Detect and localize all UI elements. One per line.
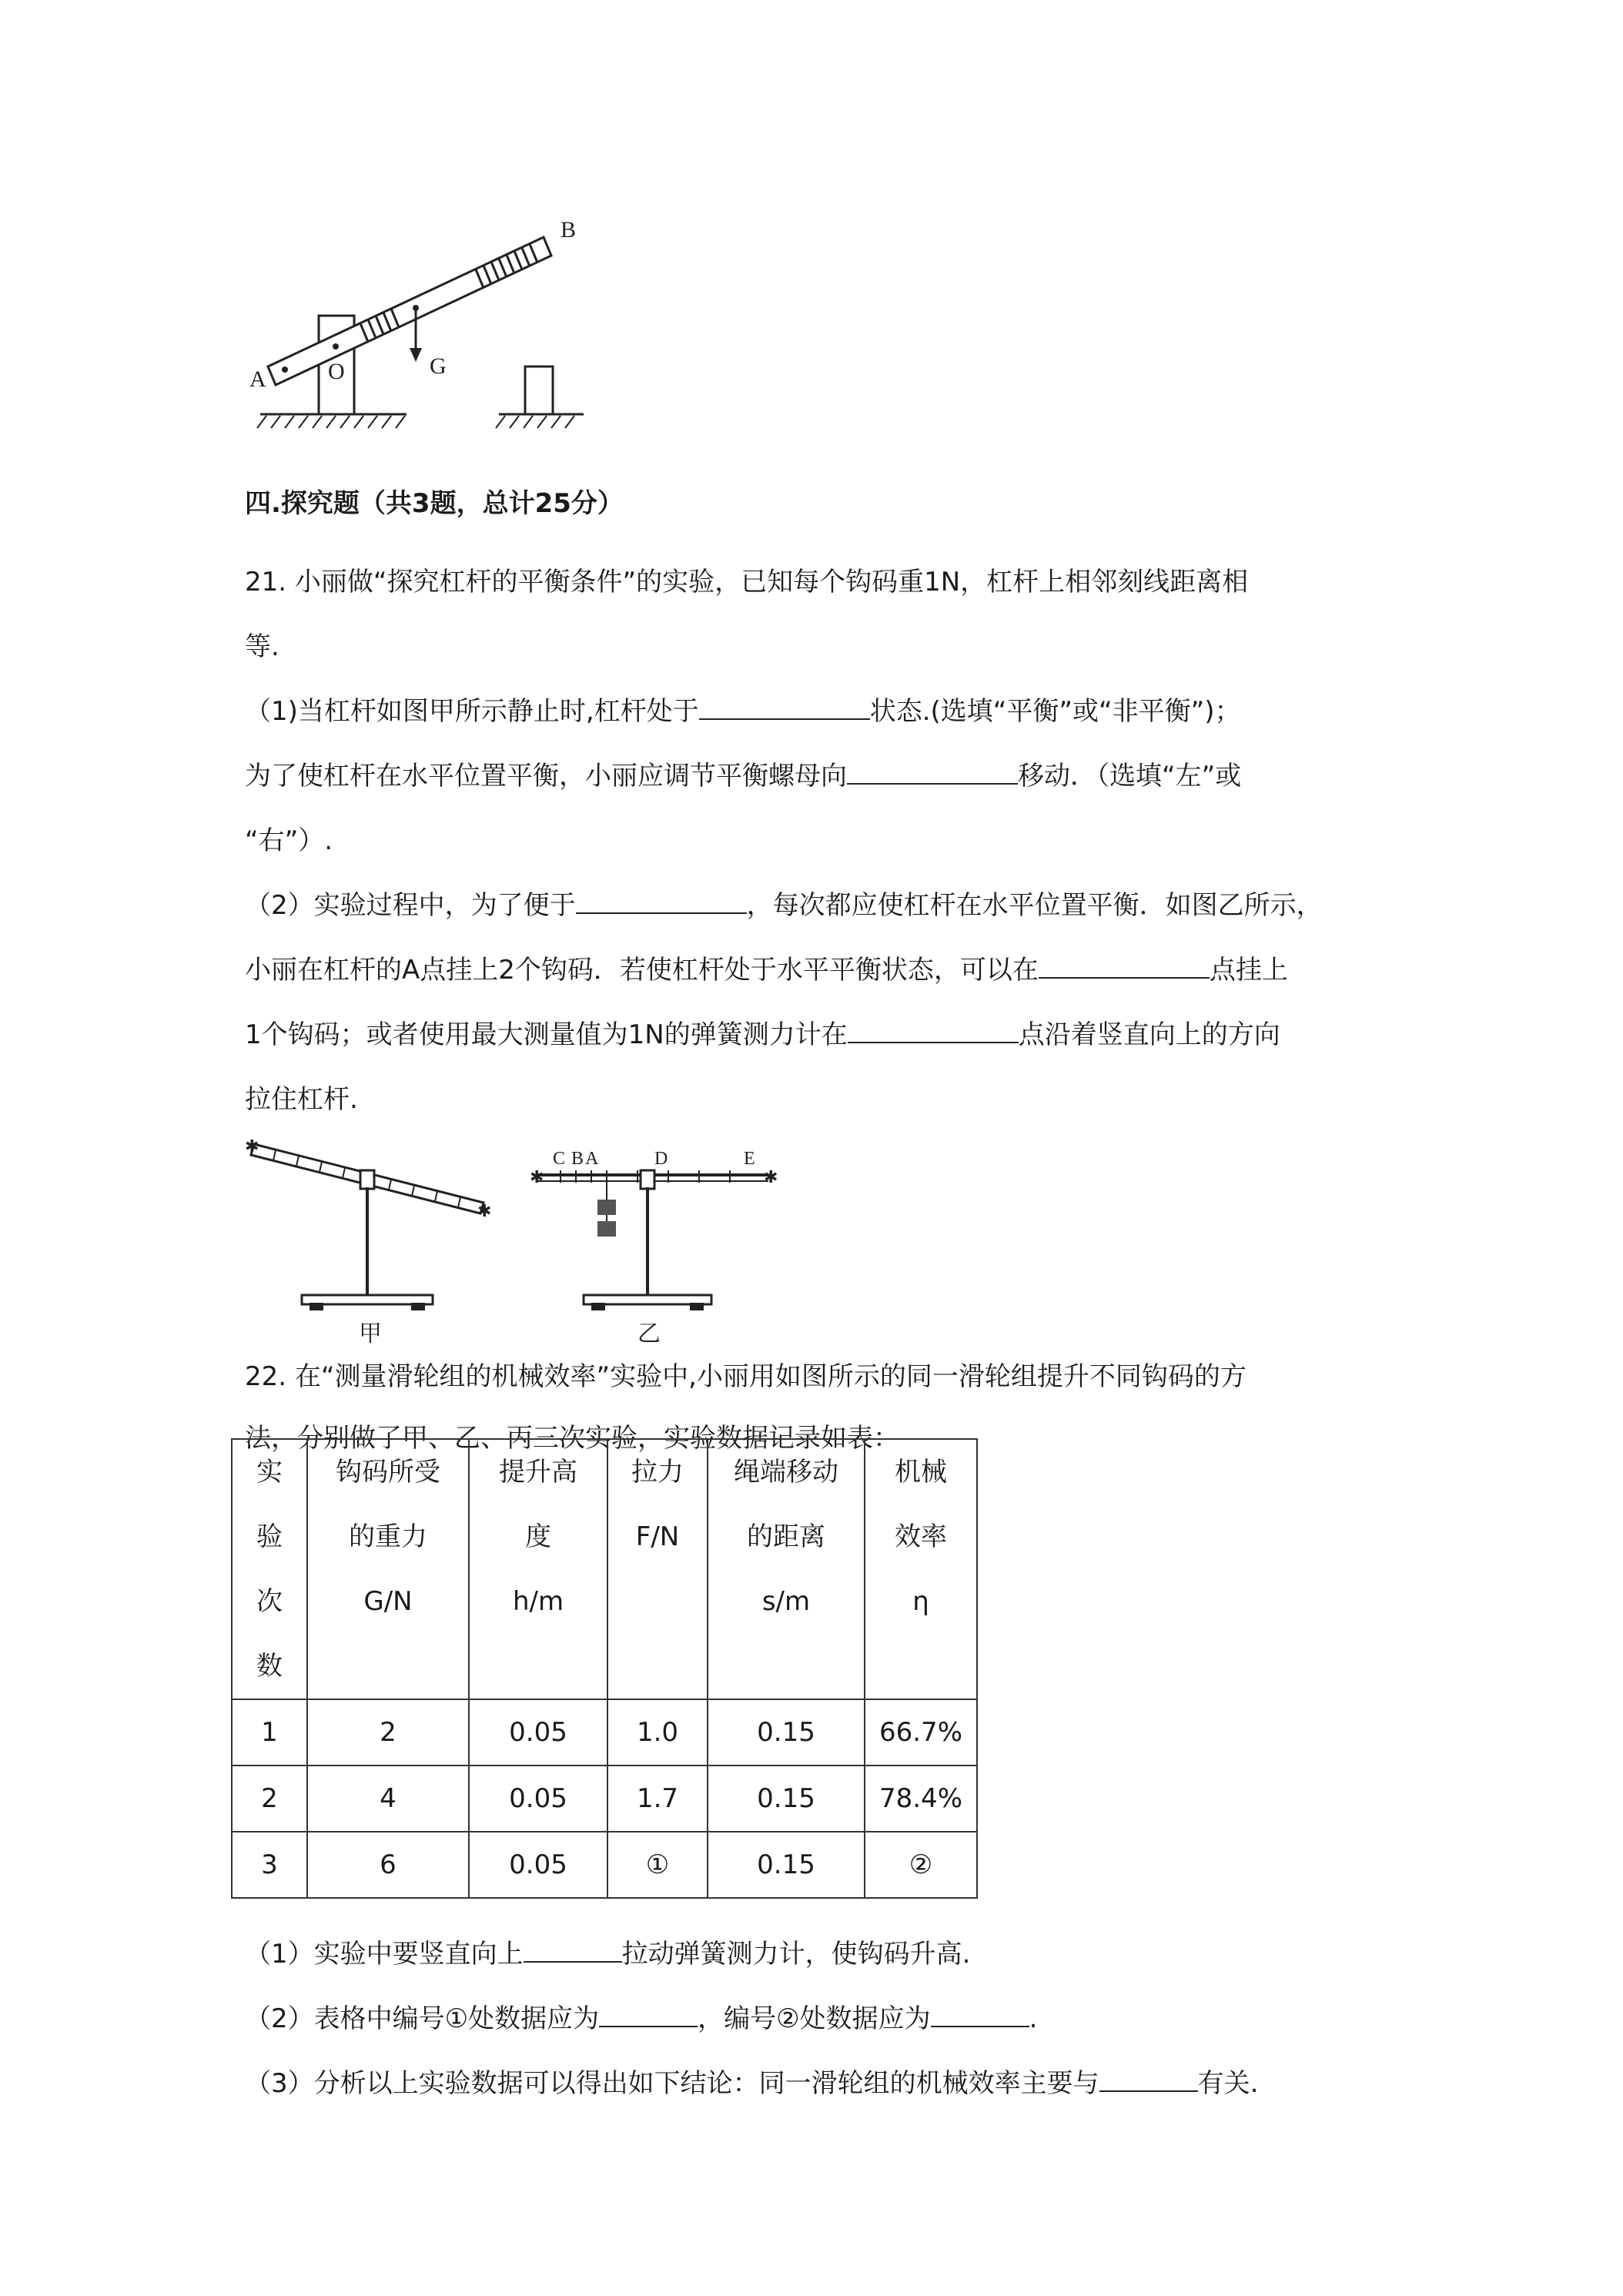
table-cell: 0.15 bbox=[708, 1766, 865, 1832]
table-cell: 1.0 bbox=[607, 1699, 708, 1766]
lever-balance-figure bbox=[245, 1132, 799, 1347]
header-text: 拉力 bbox=[631, 1457, 684, 1488]
table-cell: 0.05 bbox=[469, 1832, 607, 1898]
point-d: D bbox=[654, 1149, 668, 1169]
q22-sub3 bbox=[245, 2051, 1400, 2116]
point-b: B bbox=[571, 1149, 584, 1169]
q21-line1: 21. 小丽做“探究杠杆的平衡条件”的实验，已知每个钩码重1N，杠杆上相邻刻线距离相 bbox=[245, 567, 1249, 597]
q21-p2-text-e: 1个钩码；或者使用最大测量值为1N的弹簧测力计在 bbox=[245, 1019, 848, 1050]
q22-s2-text-c: . bbox=[1029, 2003, 1038, 2034]
header-text: 效率 bbox=[895, 1521, 947, 1552]
table-cell: 1 bbox=[232, 1699, 307, 1766]
point-e: E bbox=[744, 1149, 755, 1169]
q22-sub1 bbox=[245, 1922, 1400, 1986]
header-text: h/m bbox=[512, 1586, 564, 1617]
q21-blank-point-2[interactable] bbox=[848, 1019, 1019, 1043]
label-b: B bbox=[561, 217, 577, 243]
q22-s3-text-b: 有关. bbox=[1197, 2068, 1259, 2099]
caption-yi: 乙 bbox=[637, 1321, 661, 1347]
q21-p2-text-f: 点沿着竖直向上的方向 bbox=[1018, 1019, 1280, 1050]
table-cell: 4 bbox=[307, 1766, 469, 1832]
q21-p2-text-a: （2）实验过程中，为了便于 bbox=[245, 890, 576, 921]
table-cell: 0.05 bbox=[469, 1766, 607, 1832]
q21-part1-line1 bbox=[245, 679, 1400, 744]
header-text: 实 bbox=[256, 1457, 283, 1488]
header-text: 度 bbox=[525, 1521, 551, 1552]
q21-p2-text-d: 点挂上 bbox=[1209, 955, 1288, 986]
table-cell: 6 bbox=[307, 1832, 469, 1898]
q21-p1-text-b: 状态.(选填“平衡”或“非平衡”)； bbox=[869, 696, 1241, 727]
q22-s3-text-a: （3）分析以上实验数据可以得出如下结论：同一滑轮组的机械效率主要与 bbox=[245, 2068, 1099, 2099]
table-header-row bbox=[232, 1439, 977, 1699]
svg-text:✱: ✱ bbox=[530, 1167, 544, 1186]
section-title: 四.探究题（共3题，总计25分） bbox=[245, 488, 624, 519]
header-efficiency bbox=[865, 1439, 977, 1699]
svg-text:✱: ✱ bbox=[764, 1167, 778, 1186]
table-cell: 1.7 bbox=[607, 1766, 708, 1832]
table-cell: 0.15 bbox=[708, 1699, 865, 1766]
label-o: O bbox=[328, 359, 345, 384]
table-cell: ① bbox=[607, 1832, 708, 1898]
table-cell: 3 bbox=[232, 1832, 307, 1898]
table-cell: 66.7% bbox=[865, 1699, 977, 1766]
table-cell: 2 bbox=[232, 1766, 307, 1832]
q21-p2-text-c: 小丽在杠杆的A点挂上2个钩码．若使杠杆处于水平平衡状态，可以在 bbox=[245, 955, 1039, 986]
table-cell: 78.4% bbox=[865, 1766, 977, 1832]
figure-yi bbox=[530, 1149, 778, 1347]
header-text: 的距离 bbox=[747, 1521, 825, 1552]
q21-p1-text-c: 为了使杠杆在水平位置平衡，小丽应调节平衡螺母向 bbox=[245, 761, 847, 792]
q22-blank-value-1[interactable] bbox=[599, 2003, 698, 2027]
q22-blank-motion[interactable] bbox=[524, 1938, 622, 1963]
q22-line1: 22. 在“测量滑轮组的机械效率”实验中,小丽用如图所示的同一滑轮组提升不同钩码的方 bbox=[245, 1361, 1247, 1392]
q21-blank-direction[interactable] bbox=[847, 760, 1018, 785]
svg-text:✱: ✱ bbox=[477, 1201, 492, 1220]
q22-blank-value-2[interactable] bbox=[931, 2003, 1029, 2027]
header-text: 的重力 bbox=[349, 1521, 427, 1552]
header-distance bbox=[708, 1439, 865, 1699]
q21-part2-line1 bbox=[245, 873, 1400, 938]
header-force bbox=[607, 1439, 708, 1699]
table-row bbox=[232, 1766, 977, 1832]
q22-sub2 bbox=[245, 1986, 1400, 2051]
header-text: 数 bbox=[256, 1651, 283, 1682]
table-row bbox=[232, 1699, 977, 1766]
label-a: A bbox=[249, 366, 266, 392]
point-c: C bbox=[553, 1149, 566, 1169]
header-text: 绳端移动 bbox=[734, 1457, 838, 1488]
table-cell: 2 bbox=[307, 1699, 469, 1766]
q22-s2-text-b: ，编号②处数据应为 bbox=[698, 2003, 931, 2034]
header-text: 提升高 bbox=[499, 1457, 577, 1488]
header-height bbox=[469, 1439, 607, 1699]
point-a: A bbox=[585, 1149, 599, 1169]
q21-line2: 等. bbox=[245, 631, 279, 662]
header-text: 次 bbox=[256, 1586, 283, 1617]
table-cell: ② bbox=[865, 1832, 977, 1898]
header-text: G/N bbox=[363, 1586, 413, 1617]
header-text: 机械 bbox=[895, 1457, 947, 1488]
table-row bbox=[232, 1832, 977, 1898]
header-trial bbox=[232, 1439, 307, 1699]
q21-p2-text-b: ，每次都应使杠杆在水平位置平衡．如图乙所示， bbox=[746, 890, 1323, 921]
q21-part2-line4: 拉住杠杆. bbox=[245, 1084, 358, 1115]
q21-blank-point-1[interactable] bbox=[1039, 954, 1210, 979]
header-text: s/m bbox=[761, 1586, 811, 1617]
q21-p1-text-d: 移动．（选填“左”或 bbox=[1018, 761, 1242, 792]
header-text: η bbox=[912, 1586, 929, 1617]
figure-jia bbox=[245, 1136, 491, 1347]
lever-figure bbox=[245, 216, 630, 439]
q21-blank-state[interactable] bbox=[699, 695, 870, 720]
svg-text:✱: ✱ bbox=[245, 1136, 259, 1156]
q21-part2-line3 bbox=[245, 1002, 1400, 1067]
header-text: 验 bbox=[256, 1521, 283, 1552]
label-g: G bbox=[430, 353, 447, 379]
table-cell: 0.15 bbox=[708, 1832, 865, 1898]
q22-s2-text-a: （2）表格中编号①处数据应为 bbox=[245, 2003, 600, 2034]
q21-part1-line2 bbox=[245, 744, 1400, 808]
header-text: 钩码所受 bbox=[336, 1457, 440, 1488]
q21-p1-text-a: （1)当杠杆如图甲所示静止时,杠杆处于 bbox=[245, 696, 699, 727]
data-table bbox=[231, 1438, 978, 1899]
q22-line2: 法，分别做了甲、乙、丙三次实验，实验数据记录如表： bbox=[245, 1423, 899, 1454]
q22-s1-text-b: 拉动弹簧测力计，使钩码升高. bbox=[621, 1939, 971, 1970]
q21-part2-line2 bbox=[245, 938, 1400, 1002]
q21-blank-purpose[interactable] bbox=[576, 889, 747, 914]
table-cell: 0.05 bbox=[469, 1699, 607, 1766]
header-text: F/N bbox=[635, 1521, 680, 1552]
caption-jia: 甲 bbox=[359, 1321, 382, 1347]
header-weight bbox=[307, 1439, 469, 1699]
q21-part1-line3: “右”）. bbox=[245, 825, 333, 856]
q22-blank-factor[interactable] bbox=[1099, 2067, 1198, 2092]
q22-s1-text-a: （1）实验中要竖直向上 bbox=[245, 1939, 524, 1970]
